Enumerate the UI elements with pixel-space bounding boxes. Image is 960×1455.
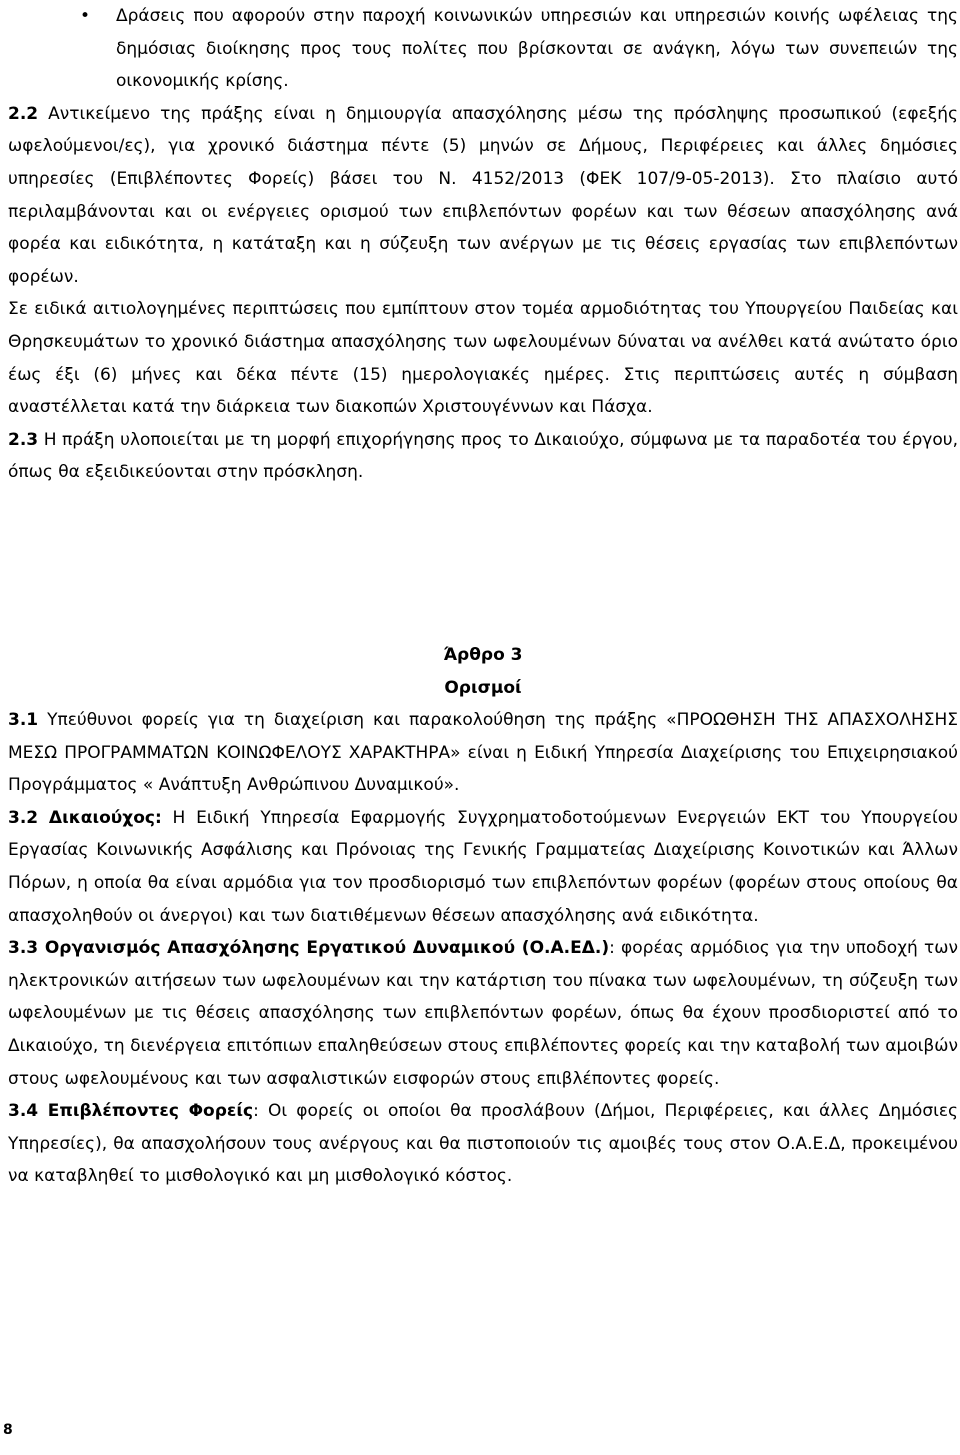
bullet-item bbox=[8, 0, 958, 98]
section-term: 3.4 Επιβλέποντες Φορείς bbox=[8, 1101, 254, 1122]
bullet-text: Δράσεις που αφορούν στην παροχή κοινωνικών υπηρεσιών και υπηρεσιών κοινής ωφέλειας της δημόσιας διοίκησης προς τους πολίτες που βρίσκονται σε ανάγκη, λόγω των συνεπειών της οικονομικής κρίσης. bbox=[116, 6, 958, 92]
section-2-2 bbox=[8, 98, 958, 294]
page-number: 8 bbox=[3, 1422, 13, 1438]
section-2-3 bbox=[8, 424, 958, 489]
section-text: Η Ειδική Υπηρεσία Εφαρμογής Συγχρηματοδοτούμενων Ενεργειών ΕΚΤ του Υπουργείου Εργασίας Κοινωνικής Ασφάλισης και Πρόνοιας της Γενικής Γραμματείας Διαχείρισης Κοινοτικών και Άλλων Πόρων, η οποία θα είναι αρμόδια για τον προσδιορισμό των επιβλεπόντων φορέων (φορέων στους οποίους θα απασχοληθούν οι άνεργοι) και των διατιθέμενων θέσεων απασχόλησης ανά ειδικότητα. bbox=[8, 807, 958, 926]
section-3-2 bbox=[8, 802, 958, 932]
section-number: 2.3 bbox=[8, 429, 39, 450]
section-term: Δικαιούχος: bbox=[48, 807, 162, 828]
bullet-icon: • bbox=[80, 6, 91, 26]
section-3-4 bbox=[8, 1095, 958, 1193]
section-number: 3.1 bbox=[8, 710, 39, 731]
section-text: Η πράξη υλοποιείται με τη μορφή επιχορήγησης προς το Δικαιούχο, σύμφωνα με τα παραδοτέα του έργου, όπως θα εξειδικεύονται στην πρόσκληση. bbox=[8, 429, 958, 483]
section-number: 3.2 bbox=[8, 807, 39, 828]
section-3-1 bbox=[8, 704, 958, 802]
section-text: Υπεύθυνοι φορείς για τη διαχείριση και παρακολούθηση της πράξης «ΠΡΟΩΘΗΣΗ ΤΗΣ ΑΠΑΣΧΟΛΗΣΗΣ ΜΕΣΩ ΠΡΟΓΡΑΜΜΑΤΩΝ ΚΟΙΝΩΦΕΛΟΥΣ ΧΑΡΑΚΤΗΡΑ» είναι η Ειδική Υπηρεσία Διαχείρισης του Επιχειρησιακού Προγράμματος « Ανάπτυξη Ανθρώπινου Δυναμικού». bbox=[8, 710, 958, 796]
section-text: : φορέας αρμόδιος για την υποδοχή των ηλεκτρονικών αιτήσεων των ωφελουμένων και την κατάρτιση του πίνακα των ωφελουμένων, τη σύζευξη των ωφελουμένων με τις θέσεις απασχόλησης των επιβλεπόντων φορέων, όπως θα έχουν προσδιοριστεί από το Δικαιούχο, τη διενέργεια επιτόπιων επαληθεύσεων στους επιβλέποντες φορείς και την καταβολή των αμοιβών στους ωφελουμένους και των ασφαλιστικών εισφορών στους επιβλέποντες φορείς. bbox=[8, 938, 958, 1089]
article-title: Άρθρο 3 bbox=[443, 644, 523, 665]
section-2-2-paragraph-2: Σε ειδικά αιτιολογημένες περιπτώσεις που εμπίπτουν στον τομέα αρμοδιότητας του Υπουργείου Παιδείας και Θρησκευμάτων το χρονικό διάστημα απασχόλησης των ωφελουμένων δύναται να ανέλθει κατά ανώτατο όριο έως έξι (6) μήνες και δέκα πέντε (15) ημερολογιακές ημέρες. Στις περιπτώσεις αυτές η σύμβαση αναστέλλεται κατά την διάρκεια των διακοπών Χριστουγέννων και Πάσχα. bbox=[8, 299, 958, 418]
spacer bbox=[8, 489, 958, 639]
section-number: 2.2 bbox=[8, 103, 39, 124]
document-body bbox=[8, 0, 958, 1193]
section-3-3 bbox=[8, 932, 958, 1095]
article-subtitle: Ορισμοί bbox=[444, 677, 522, 698]
section-text: Αντικείμενο της πράξης είναι η δημιουργία απασχόλησης μέσω της πρόσληψης προσωπικού (εφεξής ωφελούμενοι/ες), για χρονικό διάστημα πέντε (5) μηνών σε Δήμους, Περιφέρειες και άλλες δημόσιες υπηρεσίες (Επιβλέποντες Φορείς) βάσει του Ν. 4152/2013 (ΦΕΚ 107/9-05-2013). Στο πλαίσιο αυτό περιλαμβάνονται και οι ενέργειες ορισμού των επιβλεπόντων φορέων και των θέσεων απασχόλησης ανά φορέα και ειδικότητα, η κατάταξη και η σύζευξη των ανέργων με τις θέσεις εργασίας των επιβλεπόντων φορέων. bbox=[8, 103, 958, 287]
section-text: : Οι φορείς οι οποίοι θα προσλάβουν (Δήμοι, Περιφέρειες, και άλλες Δημόσιες Υπηρεσίες), θα απασχολήσουν τους ανέργους και θα πιστοποιούν τις αμοιβές τους στον Ο.Α.Ε.Δ, προκειμένου να καταβληθεί το μισθολογικό και μη μισθολογικό κόστος. bbox=[8, 1101, 959, 1187]
section-term: 3.3 Οργανισμός Απασχόλησης Εργατικού Δυναμικού (Ο.Α.ΕΔ.) bbox=[8, 938, 610, 959]
